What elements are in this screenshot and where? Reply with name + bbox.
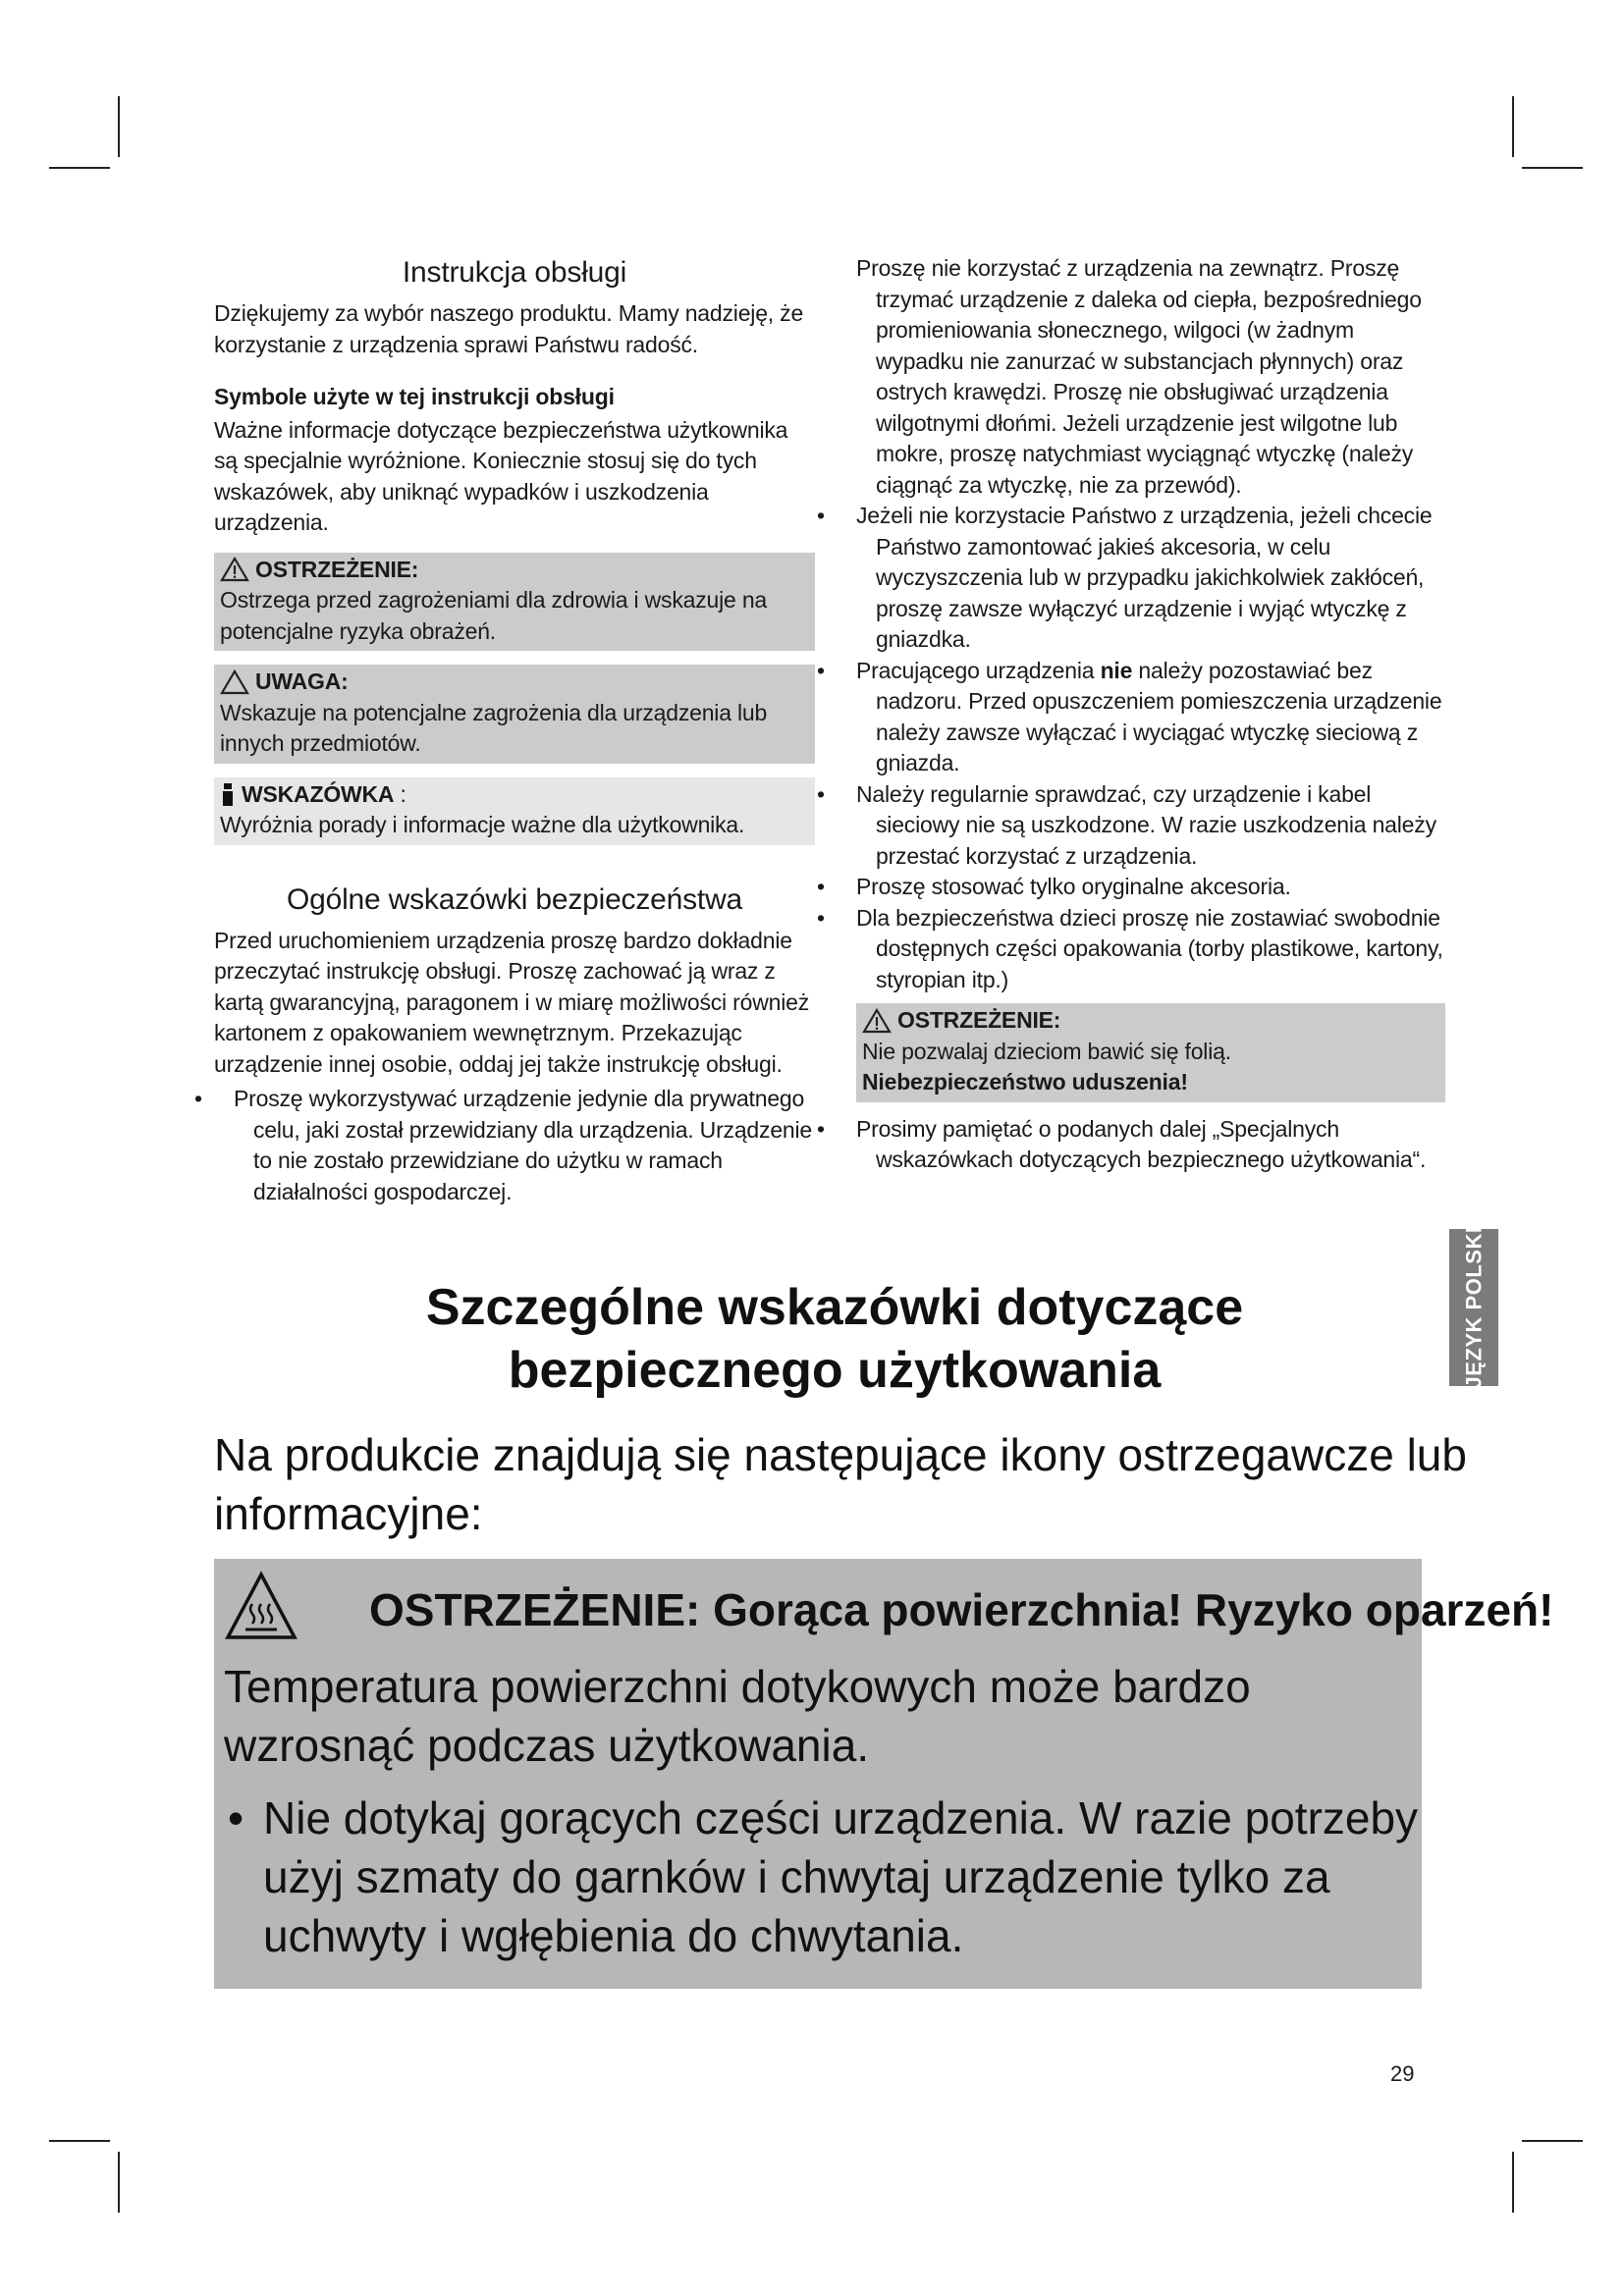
special-section-title xyxy=(196,1276,1473,1402)
note-label: WSKAZÓWKA xyxy=(242,780,395,807)
child-warning-text-a: Nie pozwalaj dzieciom bawić się folią. xyxy=(862,1038,1231,1064)
warning-triangle-icon xyxy=(862,1008,892,1034)
note-text: Wyróżnia porady i informacje ważne dla użytkownika. xyxy=(220,812,745,837)
hot-surface-icon xyxy=(224,1571,298,1641)
list-item xyxy=(837,501,1445,656)
warning-triangle-icon xyxy=(220,557,249,582)
note-label-suffix: : xyxy=(394,780,406,807)
child-warning-text xyxy=(862,1037,1439,1098)
warning-box xyxy=(214,553,815,652)
page-number: 29 xyxy=(1390,2061,1415,2086)
crop-mark-tr-v xyxy=(1512,96,1514,157)
list-item xyxy=(837,779,1445,873)
crop-mark-br-v xyxy=(1512,2152,1514,2213)
intro-text: Dziękujemy za wybór naszego produktu. Mamy nadzieję, że korzystanie z urządzenia sprawi Państwu radość. xyxy=(214,300,804,357)
list-item xyxy=(837,903,1445,996)
crop-mark-br-h xyxy=(1522,2140,1583,2142)
caution-box xyxy=(214,665,815,764)
child-warning-text-b: Niebezpieczeństwo uduszenia! xyxy=(862,1069,1188,1095)
hot-surface-text: Temperatura powierzchni dotykowych może bardzo wzrosnąć podczas użytkowania. xyxy=(224,1661,1251,1771)
bullet-text: Należy regularnie sprawdzać, czy urządzenie i kabel sieciowy nie są uszkodzone. W razie uszkodzenia należy przestać korzystać z urządzenia. xyxy=(856,780,1436,869)
info-icon xyxy=(220,781,236,807)
left-column xyxy=(214,253,815,1207)
bullet-text: Proszę wykorzystywać urządzenie jedynie dla prywatnego celu, jaki został przewidziany dla urządzenia. Urządzenie to nie zostało przewidziane do użytku w ramach działalności gospodarczej. xyxy=(234,1086,813,1204)
warning-label: OSTRZEŻENIE: xyxy=(255,556,419,582)
child-warning-label: OSTRZEŻENIE: xyxy=(897,1007,1061,1033)
symbols-text: Ważne informacje dotyczące bezpieczeństwa użytkownika są specjalnie wyróżnione. Koniecznie stosuj się do tych wskazówek, aby uniknąć wypadków i uszkodzenia urządzenia. xyxy=(214,416,788,535)
crop-mark-bl-h xyxy=(49,2140,110,2142)
bullet-text-a: Pracującego urządzenia xyxy=(856,657,1101,683)
general-safety-title: Ogólne wskazówki bezpieczeństwa xyxy=(286,882,743,916)
hot-surface-warning-box xyxy=(214,1559,1554,1989)
right-column xyxy=(837,253,1445,1176)
bullet-text: Dla bezpieczeństwa dzieci proszę nie zostawiać swobodnie dostępnych części opakowania (torby plastikowe, kartony, styropian itp.) xyxy=(856,904,1443,992)
note-box xyxy=(214,777,815,845)
crop-mark-bl-v xyxy=(118,2152,120,2213)
caution-text: Wskazuje na potencjalne zagrożenia dla urządzenia lub innych przedmiotów. xyxy=(220,699,768,756)
bullet-text: Prosimy pamiętać o podanych dalej „Specjalnych wskazówkach dotyczących bezpiecznego użytkowania“. xyxy=(856,1115,1427,1172)
special-title-line1: Szczególne wskazówki dotyczące xyxy=(425,1279,1244,1336)
warning-text: Ostrzega przed zagrożeniami dla zdrowia i wskazuje na potencjalne ryzyka obrażeń. xyxy=(220,587,767,644)
crop-mark-tr-h xyxy=(1522,167,1583,169)
list-item xyxy=(224,1789,1432,1965)
bullet-text: Proszę stosować tylko oryginalne akcesoria. xyxy=(856,874,1291,899)
child-warning-box xyxy=(856,1003,1445,1102)
general-safety-text: Przed uruchomieniem urządzenia proszę bardzo dokładnie przeczytać instrukcję obsługi. Proszę zachować ją wraz z kartą gwarancyjną, paragonem i w miarę możliwości również kartonem z opakowaniem wewnętrznym. Przekazując urządzenie innej osobie, oddaj jej także instrukcję obsługi. xyxy=(214,927,810,1077)
caution-triangle-icon xyxy=(220,669,249,695)
list-item xyxy=(837,1114,1445,1176)
symbols-heading: Symbole użyte w tej instrukcji obsługi xyxy=(214,384,615,409)
hot-surface-heading: OSTRZEŻENIE: Gorąca powierzchnia! Ryzyko oparzeń! xyxy=(369,1584,1554,1635)
bullet-text: Nie dotykaj gorących części urządzenia. W razie potrzeby użyj szmaty do garnków i chwytaj urządzenie tylko za uchwyty i wgłębienia do chwytania. xyxy=(263,1792,1419,1961)
crop-mark-tl-v xyxy=(118,96,120,157)
caution-label: UWAGA: xyxy=(255,668,349,694)
manual-title: Instrukcja obsługi xyxy=(402,256,627,289)
crop-mark-tl-h xyxy=(49,167,110,169)
continued-bullet-text: Proszę nie korzystać z urządzenia na zewnątrz. Proszę trzymać urządzenie z daleka od ciepła, bezpośredniego promieniowania słonecznego, wilgoci (w żadnym wypadku nie zanurzać w substancjach płynnych) oraz ostrych krawędzi. Proszę nie obsługiwać urządzenia wilgotnymi dłońmi. Jeżeli urządzenie jest wilgotne lub mokre, proszę natychmiast wyciągnąć wtyczkę (należy ciągnąć za wtyczkę, nie za przewód). xyxy=(856,255,1422,498)
bullet-text-c: należy pozostawiać bez nadzoru. Przed opuszczeniem pomieszczenia urządzenie należy zawsze wyłączać i wyciągać wtyczkę sieciową z gniazda. xyxy=(876,657,1442,775)
special-title-line2: bezpiecznego użytkowania xyxy=(508,1342,1162,1399)
list-item xyxy=(837,872,1445,903)
bullet-text: Jeżeli nie korzystacie Państwo z urządzenia, jeżeli chcecie Państwo zamontować jakieś akcesoria, w celu wyczyszczenia lub w przypadku jakichkolwiek zakłóceń, proszę zawsze wyłączyć urządzenie i wyjąć wtyczkę z gniazdka. xyxy=(856,503,1433,652)
list-item xyxy=(837,656,1445,779)
bullet-text-b: nie xyxy=(1100,657,1133,683)
special-intro: Na produkcie znajdują się następujące ikony ostrzegawcze lub informacyjne: xyxy=(214,1429,1467,1539)
list-item xyxy=(214,1084,815,1207)
language-tab-label: JĘZYK POLSKI xyxy=(1461,1226,1487,1389)
